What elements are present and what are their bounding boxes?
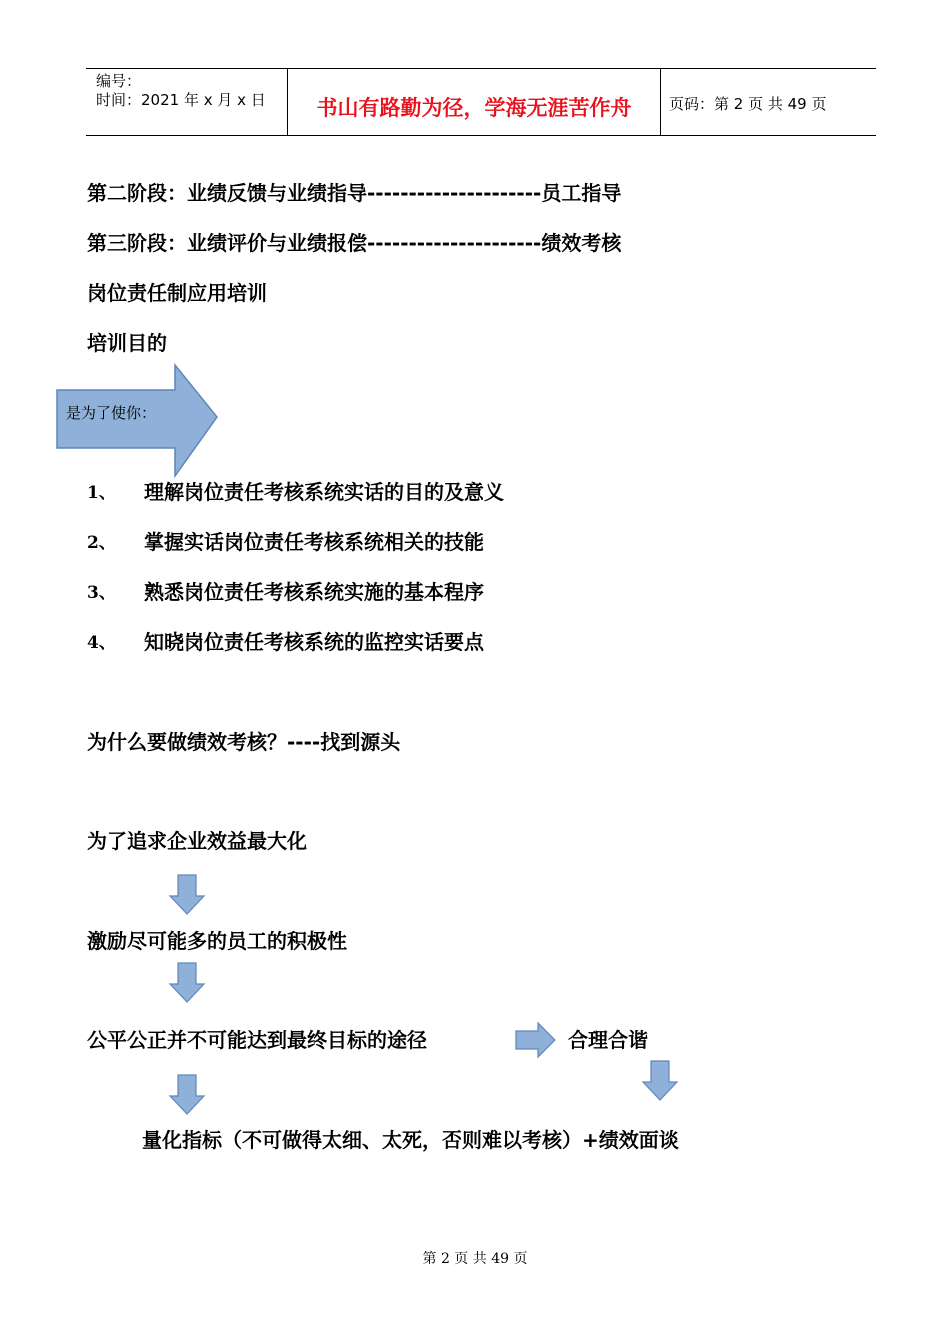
date-label: 时间：2021 年 x 月 x 日 [96,91,266,109]
flow-step-3: 公平公正并不可能达到最终目标的途径 [87,1028,427,1052]
section-title: 岗位责任制应用培训 [87,281,267,305]
down-arrow-icon [168,1074,206,1116]
why-question: 为什么要做绩效考核？----找到源头 [87,730,401,754]
goal-number: 3、 [87,583,116,603]
training-goal-heading: 培训目的 [87,331,167,355]
flow-side-label: 合理合谐 [568,1028,648,1052]
header-divider-right [660,68,661,136]
goal-number: 2、 [87,533,116,553]
goal-number: 4、 [87,633,116,653]
down-arrow-icon [168,962,206,1004]
goal-number: 1、 [87,483,116,503]
flow-final: 量化指标（不可做得太细、太死，否则难以考核）+绩效面谈 [142,1128,679,1152]
header-motto: 书山有路勤为径，学海无涯苦作舟 [316,96,632,120]
header-page-info: 页码：第 2 页 共 49 页 [669,95,827,113]
down-arrow-icon [641,1060,679,1102]
goal-text: 熟悉岗位责任考核系统实施的基本程序 [144,580,484,604]
flow-step-1: 为了追求企业效益最大化 [87,829,307,853]
flow-step-2: 激励尽可能多的员工的积极性 [87,929,347,953]
page-footer: 第 2 页 共 49 页 [422,1251,528,1267]
header-top-rule [86,68,876,69]
down-arrow-icon [168,874,206,916]
goal-text: 知晓岗位责任考核系统的监控实话要点 [144,630,484,654]
stage-three: 第三阶段：业绩评价与业绩报偿---------------------绩效考核 [87,231,622,255]
doc-number-label: 编号： [96,72,142,90]
goal-text: 掌握实话岗位责任考核系统相关的技能 [144,530,484,554]
header-bottom-rule [86,135,876,136]
goal-text: 理解岗位责任考核系统实话的目的及意义 [144,480,504,504]
callout-text: 是为了使你： [66,404,157,422]
right-arrow-icon [515,1022,557,1058]
stage-two: 第二阶段：业绩反馈与业绩指导---------------------员工指导 [87,181,622,205]
